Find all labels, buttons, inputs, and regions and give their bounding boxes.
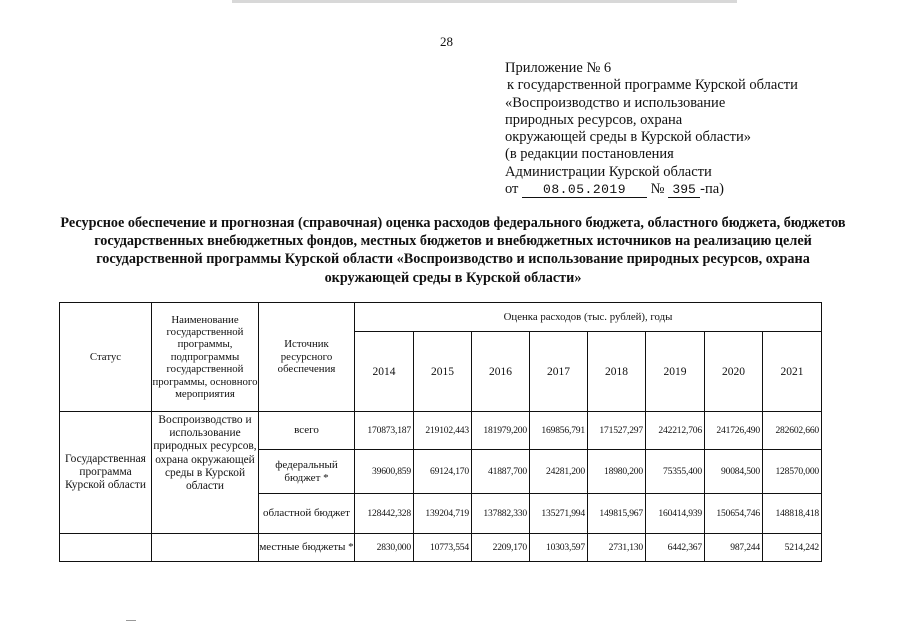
status-cell: Государственная программа Курской области — [60, 412, 152, 534]
header-status: Статус — [60, 303, 152, 412]
value-cell: 39600,859 — [355, 450, 414, 494]
value-cell: 10773,554 — [414, 534, 472, 562]
value-cell: 137882,330 — [472, 494, 530, 534]
value-cell: 128442,328 — [355, 494, 414, 534]
header-source: Источник ресурсного обеспечения — [259, 303, 355, 412]
value-cell: 2830,000 — [355, 534, 414, 562]
source-cell: федеральный бюджет * — [259, 450, 355, 494]
value-cell: 90084,500 — [705, 450, 763, 494]
value-cell: 181979,200 — [472, 412, 530, 450]
program-name-cell: Воспроизводство и использование природных ресурсов, охрана окружающей среды в Курской области — [152, 412, 259, 534]
value-cell: 6442,367 — [646, 534, 705, 562]
header-year: 2014 — [355, 332, 414, 412]
table-row — [60, 412, 822, 450]
value-cell: 148818,418 — [763, 494, 822, 534]
appendix-block — [505, 60, 798, 198]
value-cell: 69124,170 — [414, 450, 472, 494]
source-cell: всего — [259, 412, 355, 450]
appendix-line-4: природных ресурсов, охрана — [505, 111, 683, 128]
header-year: 2021 — [763, 332, 822, 412]
value-cell: 2731,130 — [588, 534, 646, 562]
value-cell: 160414,939 — [646, 494, 705, 534]
status-cell-empty — [60, 534, 152, 562]
value-cell: 24281,200 — [530, 450, 588, 494]
value-cell: 170873,187 — [355, 412, 414, 450]
header-year: 2017 — [530, 332, 588, 412]
value-cell: 135271,994 — [530, 494, 588, 534]
value-cell: 150654,746 — [705, 494, 763, 534]
appendix-line-2: к государственной программе Курской области — [507, 77, 798, 94]
value-cell: 128570,000 — [763, 450, 822, 494]
header-estimate: Оценка расходов (тыс. рублей), годы — [355, 303, 822, 332]
header-year: 2016 — [472, 332, 530, 412]
appendix-line-3: «Воспроизводство и использование — [505, 94, 726, 111]
number-suffix: -па) — [700, 181, 724, 198]
value-cell: 169856,791 — [530, 412, 588, 450]
page-top-edge — [232, 0, 737, 3]
value-cell: 219102,443 — [414, 412, 472, 450]
value-cell: 41887,700 — [472, 450, 530, 494]
header-year: 2015 — [414, 332, 472, 412]
source-cell: областной бюджет — [259, 494, 355, 534]
value-cell: 2209,170 — [472, 534, 530, 562]
number-prefix: № — [650, 181, 665, 198]
value-cell: 10303,597 — [530, 534, 588, 562]
value-cell: 5214,242 — [763, 534, 822, 562]
document-title: Ресурсное обеспечение и прогнозная (справочная) оценка расходов федерального бюджета, областного бюджета, бюджетов государственных внебюджетных фондов, местных бюджетов и внебюджетных источников на реализацию целей государственной программы Курской области «Воспроизводство и использование природных ресурсов, охрана окружающей среды в Курской области» — [60, 215, 846, 286]
value-cell: 18980,200 — [588, 450, 646, 494]
value-cell: 75355,400 — [646, 450, 705, 494]
budget-table — [59, 302, 822, 562]
value-cell: 149815,967 — [588, 494, 646, 534]
stray-mark — [126, 620, 136, 621]
header-year: 2020 — [705, 332, 763, 412]
value-cell: 171527,297 — [588, 412, 646, 450]
value-cell: 987,244 — [705, 534, 763, 562]
appendix-date-line — [505, 181, 798, 198]
appendix-line-1: Приложение № 6 — [505, 60, 612, 76]
value-cell: 241726,490 — [705, 412, 763, 450]
source-cell: местные бюджеты * — [259, 534, 355, 562]
appendix-line-6: (в редакции постановления — [505, 146, 674, 163]
resolution-number: 395 — [668, 183, 700, 198]
value-cell: 139204,719 — [414, 494, 472, 534]
header-program-name: Наименование государственной программы, подпрограммы государственной программы, основного мероприятия — [152, 303, 259, 412]
table-row — [60, 534, 822, 562]
appendix-line-5: окружающей среды в Курской области» — [505, 129, 752, 146]
page-number: 28 — [440, 34, 453, 49]
resolution-date: 08.05.2019 — [522, 183, 647, 198]
value-cell: 282602,660 — [763, 412, 822, 450]
value-cell: 242212,706 — [646, 412, 705, 450]
appendix-line-7: Администрации Курской области — [505, 163, 712, 180]
header-year: 2018 — [588, 332, 646, 412]
date-prefix: от — [505, 181, 519, 198]
header-row-1 — [60, 303, 822, 332]
program-name-cell-empty — [152, 534, 259, 562]
header-year: 2019 — [646, 332, 705, 412]
